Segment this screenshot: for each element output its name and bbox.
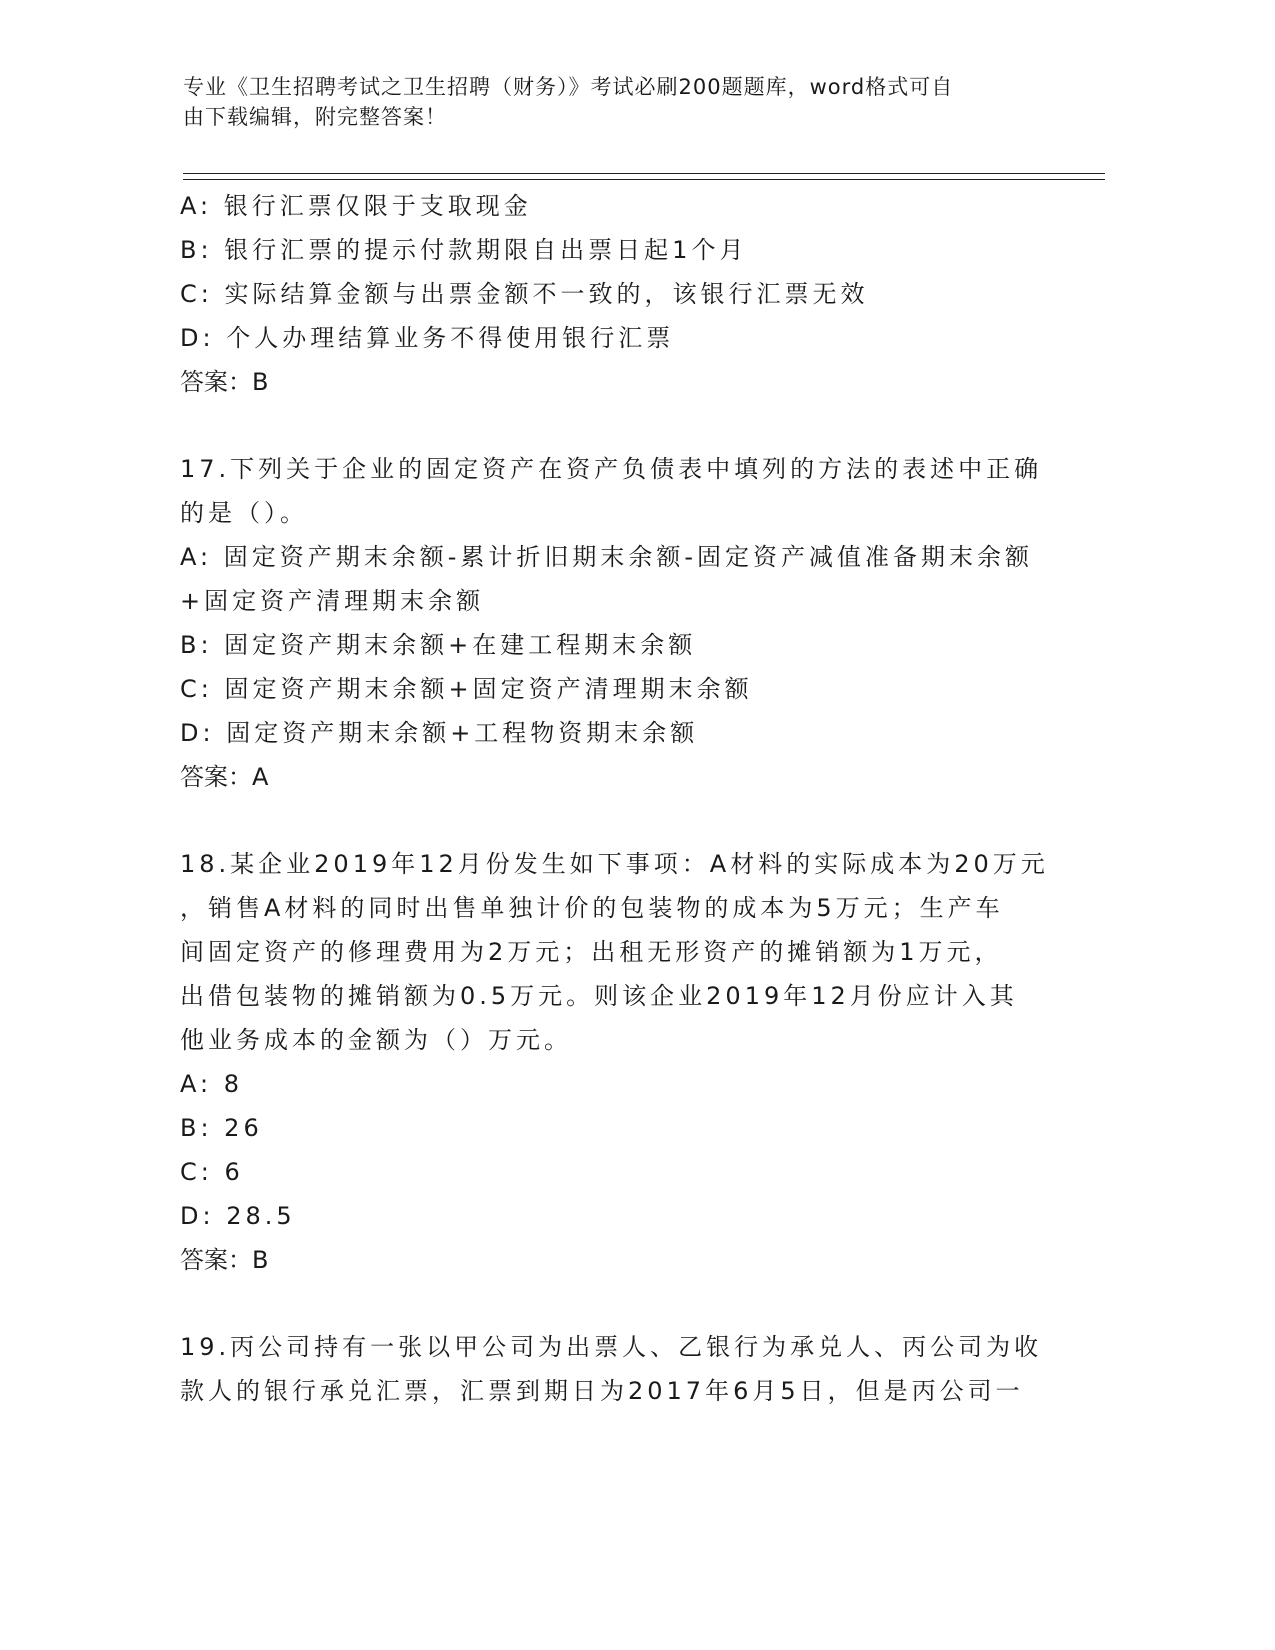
question-stem-line: 间固定资产的修理费用为2万元；出租无形资产的摊销额为1万元， <box>180 938 1003 966</box>
question-18 <box>180 842 1060 1282</box>
question-16 <box>180 184 1060 404</box>
question-stem-line: 出借包装物的摊销额为0.5万元。则该企业2019年12月份应计入其 <box>180 982 1018 1010</box>
question-stem-line: 17.下列关于企业的固定资产在资产负债表中填列的方法的表述中正确 <box>180 455 1043 483</box>
option-a: A: 银行汇票仅限于支取现金 <box>180 192 532 220</box>
header-line-1: 专业《卫生招聘考试之卫生招聘（财务）》考试必刷200题题库，word格式可自 <box>183 75 954 99</box>
question-content <box>180 184 1060 1413</box>
option-d: D: 固定资产期末余额+工程物资期末余额 <box>180 719 699 747</box>
answer: 答案：A <box>180 763 269 791</box>
option-d: D: 个人办理结算业务不得使用银行汇票 <box>180 324 675 352</box>
header-rule-top <box>183 173 1105 174</box>
question-stem-line: 的是（）。 <box>180 499 308 527</box>
question-stem-line: 18.某企业2019年12月份发生如下事项：A材料的实际成本为20万元 <box>180 850 1049 878</box>
option-a: A: 8 <box>180 1070 243 1098</box>
question-19 <box>180 1325 1060 1413</box>
option-b: B: 固定资产期末余额+在建工程期末余额 <box>180 631 697 659</box>
answer: 答案：B <box>180 1246 269 1274</box>
spacer <box>180 799 1060 842</box>
question-stem-line: 他业务成本的金额为（）万元。 <box>180 1026 572 1054</box>
question-stem-line: 19.丙公司持有一张以甲公司为出票人、乙银行为承兑人、丙公司为收 <box>180 1333 1043 1361</box>
answer: 答案：B <box>180 368 269 396</box>
option-b: B: 银行汇票的提示付款期限自出票日起1个月 <box>180 236 748 264</box>
option-d: D: 28.5 <box>180 1202 296 1230</box>
document-header <box>183 72 1063 132</box>
option-c: C: 6 <box>180 1158 244 1186</box>
header-line-2: 由下载编辑，附完整答案！ <box>183 105 447 129</box>
question-stem-line: 款人的银行承兑汇票，汇票到期日为2017年6月5日，但是丙公司一 <box>180 1377 1024 1405</box>
header-rule-bottom <box>183 179 1105 180</box>
question-17 <box>180 447 1060 799</box>
option-c: C: 实际结算金额与出票金额不一致的，该银行汇票无效 <box>180 280 869 308</box>
question-stem-line: ，销售A材料的同时出售单独计价的包装物的成本为5万元；生产车 <box>180 894 1004 922</box>
option-a-continued: +固定资产清理期末余额 <box>180 587 485 615</box>
option-c: C: 固定资产期末余额+固定资产清理期末余额 <box>180 675 753 703</box>
spacer <box>180 1282 1060 1325</box>
option-a: A: 固定资产期末余额-累计折旧期末余额-固定资产减值准备期末余额 <box>180 543 1034 571</box>
option-b: B: 26 <box>180 1114 263 1142</box>
spacer <box>180 404 1060 447</box>
